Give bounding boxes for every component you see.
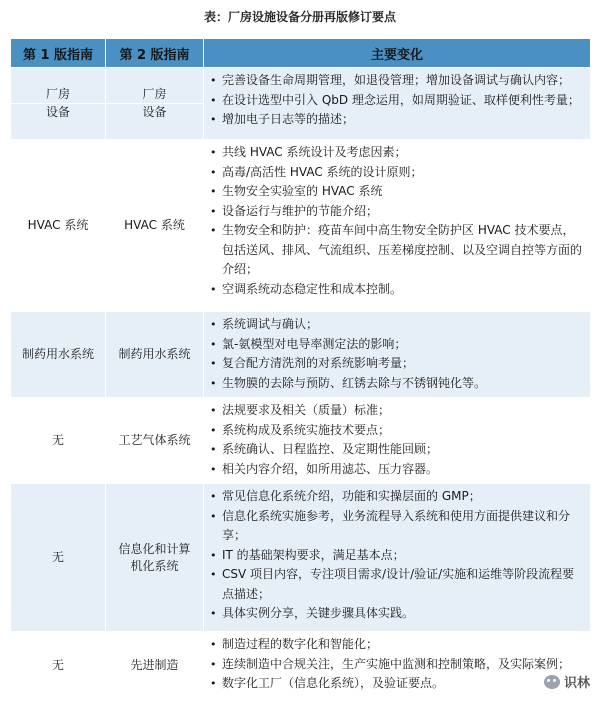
v1-cell: 制药用水系统 bbox=[11, 312, 106, 398]
bullet-icon: • bbox=[210, 337, 217, 351]
changes-list bbox=[208, 635, 584, 694]
bullet-icon: • bbox=[210, 146, 217, 159]
change-item: • 法规要求及相关（质量）标准； bbox=[208, 401, 584, 421]
changes-cell bbox=[204, 312, 591, 398]
v2-facility: 厂房 bbox=[106, 86, 203, 104]
bullet-icon: • bbox=[210, 404, 217, 417]
change-item: • 系统确认、日程监控、及定期性能回顾； bbox=[208, 440, 584, 460]
bullet-icon: • bbox=[210, 423, 217, 437]
changes-list bbox=[208, 401, 584, 479]
header-v1: 第 1 版指南 bbox=[11, 39, 106, 68]
v2-cell: 制药用水系统 bbox=[106, 312, 204, 398]
bullet-icon: • bbox=[210, 548, 217, 562]
change-item: • 完善设备生命周期管理，如退役管理；增加设备调试与确认内容； bbox=[208, 71, 584, 91]
v2-cell: 先进制造 bbox=[106, 632, 204, 700]
revision-table bbox=[10, 38, 591, 700]
v2-cell: 信息化和计算机化系统 bbox=[106, 484, 204, 632]
table-row bbox=[11, 312, 591, 398]
bullet-icon: • bbox=[210, 490, 217, 503]
change-item: • 增加电子日志等的描述； bbox=[208, 110, 584, 130]
bullet-icon: • bbox=[210, 74, 217, 87]
bullet-icon: • bbox=[210, 376, 217, 390]
change-item: • CSV 项目内容，专注项目需求/设计/验证/实施和运维等阶段流程要点描述； bbox=[210, 567, 575, 601]
changes-cell bbox=[204, 632, 591, 700]
watermark-text: 识林 bbox=[563, 676, 590, 691]
table-row bbox=[11, 140, 591, 312]
table-row bbox=[11, 484, 591, 632]
bullet-icon: • bbox=[210, 677, 217, 690]
change-item: • 生物安全和防护：疫苗车间中高生物安全防护区 HVAC 技术要点，包括送风、排风、气流组织、压差梯度控制、以及空调自控等方面的介绍； bbox=[210, 223, 583, 276]
bullet-icon: • bbox=[210, 568, 217, 581]
header-row bbox=[11, 39, 591, 68]
bullet-icon: • bbox=[210, 357, 217, 370]
change-item: • 氯-氨模型对电导率测定法的影响； bbox=[208, 335, 584, 355]
bullet-icon: • bbox=[210, 638, 217, 651]
v2-cell: HVAC 系统 bbox=[106, 140, 204, 312]
change-item: • 具体实例分享，关键步骤具体实践。 bbox=[208, 604, 584, 624]
changes-cell bbox=[204, 398, 591, 484]
change-item: • 数字化工厂（信息化系统），及验证要点。 bbox=[208, 674, 584, 694]
watermark bbox=[544, 672, 590, 691]
change-item: • 设备运行与维护的节能介绍； bbox=[208, 202, 584, 222]
change-item: • 相关内容介绍，如所用滤芯、压力容器。 bbox=[208, 460, 584, 480]
bullet-icon: • bbox=[210, 462, 217, 476]
change-item: • 系统构成及系统实施技术要点； bbox=[208, 421, 584, 441]
change-item: • 生物安全实验室的 HVAC 系统 bbox=[208, 182, 584, 202]
bullet-icon: • bbox=[210, 318, 217, 331]
wechat-icon bbox=[544, 675, 560, 689]
v1-facility: 厂房 bbox=[11, 86, 105, 104]
change-item: • 连续制造中合规关注，生产实施中监测和控制策略，及实际案例； bbox=[208, 655, 584, 675]
change-item: • 常见信息化系统介绍，功能和实操层面的 GMP； bbox=[208, 487, 584, 507]
v2-cell: 工艺气体系统 bbox=[106, 398, 204, 484]
change-item: • 高毒/高活性 HVAC 系统的设计原则； bbox=[208, 163, 584, 183]
bullet-icon: • bbox=[210, 204, 217, 218]
changes-list bbox=[208, 315, 584, 393]
bullet-icon: • bbox=[210, 657, 217, 671]
bullet-icon: • bbox=[210, 509, 217, 523]
changes-cell bbox=[204, 140, 591, 312]
change-item: • 共线 HVAC 系统设计及考虑因素； bbox=[208, 143, 584, 163]
change-item: • 制造过程的数字化和智能化； bbox=[208, 635, 584, 655]
bullet-icon: • bbox=[210, 224, 217, 237]
changes-list bbox=[208, 143, 584, 299]
v1-cell: 无 bbox=[11, 484, 106, 632]
bullet-icon: • bbox=[210, 165, 217, 179]
changes-cell bbox=[204, 68, 591, 140]
v1-equipment: 设备 bbox=[45, 105, 70, 119]
header-v2: 第 2 版指南 bbox=[106, 39, 204, 68]
header-changes: 主要变化 bbox=[204, 39, 591, 68]
v2-cell bbox=[106, 68, 204, 140]
changes-cell bbox=[204, 484, 591, 632]
v2-equipment: 设备 bbox=[142, 105, 167, 119]
changes-list bbox=[208, 71, 584, 130]
change-item: • 复合配方清洗剂的对系统影响考量； bbox=[208, 354, 584, 374]
table-title: 表：厂房设施设备分册再版修订要点 bbox=[203, 10, 396, 24]
change-item: • 生物膜的去除与预防、红锈去除与不锈钢钝化等。 bbox=[208, 374, 584, 394]
bullet-icon: • bbox=[210, 93, 217, 107]
change-item: • 系统调试与确认； bbox=[208, 315, 584, 335]
bullet-icon: • bbox=[210, 185, 217, 198]
v1-cell: HVAC 系统 bbox=[11, 140, 106, 312]
bullet-icon: • bbox=[210, 282, 217, 296]
v1-cell bbox=[11, 68, 106, 140]
table-row bbox=[11, 632, 591, 700]
table-row bbox=[11, 68, 591, 140]
change-item: • 空调系统动态稳定性和成本控制。 bbox=[208, 280, 584, 300]
change-item: • 在设计选型中引入 QbD 理念运用，如周期验证、取样便利性考量； bbox=[208, 91, 584, 111]
changes-list bbox=[208, 487, 584, 624]
change-item: • IT 的基础架构要求，满足基本点； bbox=[208, 546, 584, 566]
table-row bbox=[11, 398, 591, 484]
bullet-icon: • bbox=[210, 113, 217, 126]
v1-cell: 无 bbox=[11, 398, 106, 484]
bullet-icon: • bbox=[210, 607, 217, 620]
bullet-icon: • bbox=[210, 443, 217, 456]
v1-cell: 无 bbox=[11, 632, 106, 700]
change-item: • 信息化系统实施参考，业务流程导入系统和使用方面提供建议和分享； bbox=[210, 508, 571, 542]
